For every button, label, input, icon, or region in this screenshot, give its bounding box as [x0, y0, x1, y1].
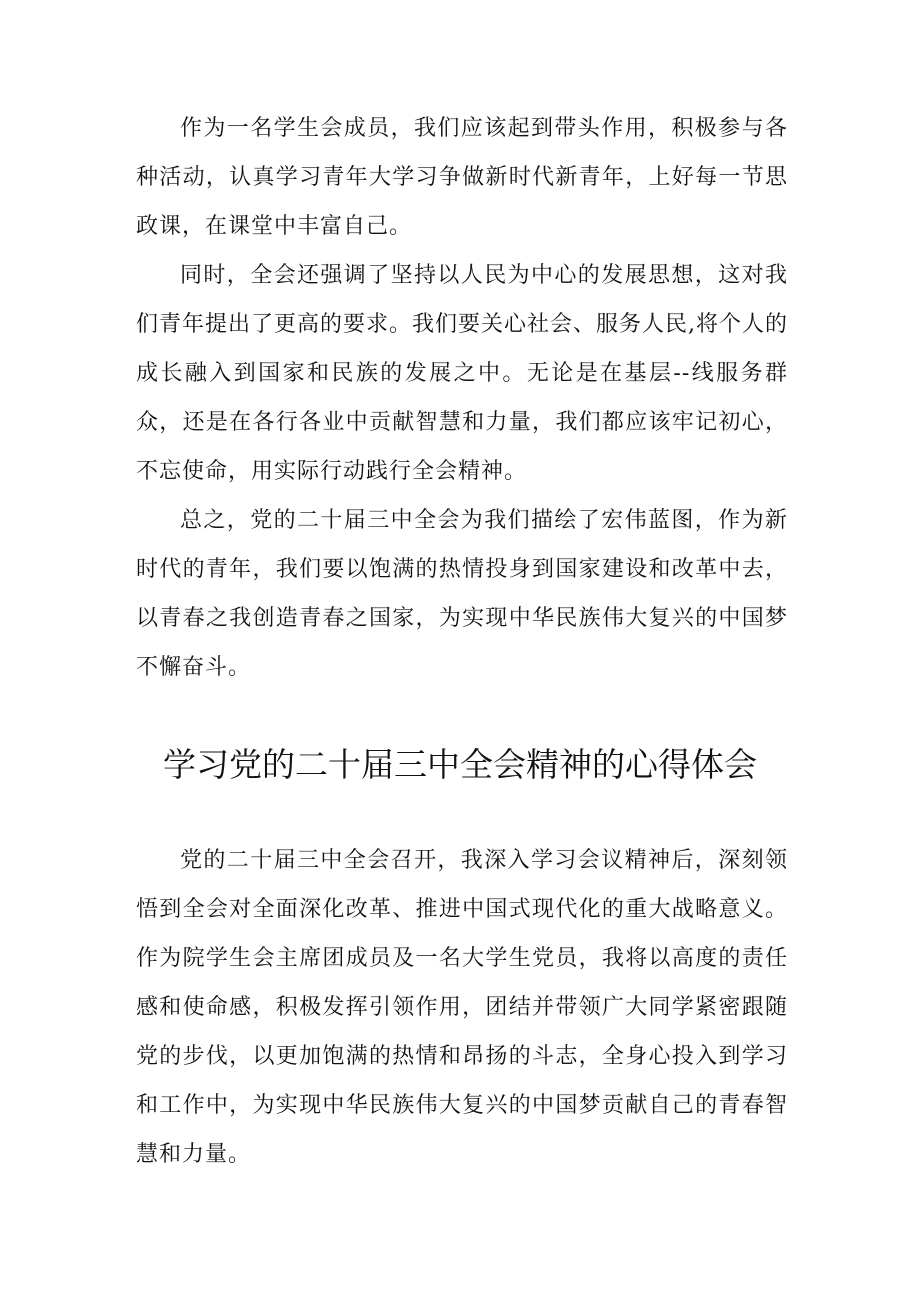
paragraph: 同时，全会还强调了坚持以人民为中心的发展思想，这对我们青年提出了更高的要求。我们要关心社会、服务人民,将个人的成长融入到国家和民族的发展之中。无论是在基层--线服务群众，还是在各行各业中贡献智慧和力量，我们都应该牢记初心，不忘使命，用实际行动践行全会精神。: [136, 263, 788, 484]
paragraph: 党的二十届三中全会召开，我深入学习会议精神后，深刻领悟到全会对全面深化改革、推进中国式现代化的重大战略意义。作为院学生会主席团成员及一名大学生党员，我将以高度的责任感和使命感，积极发挥引领作用，团结并带领广大同学紧密跟随党的步伐，以更加饱满的热情和昂扬的斗志，全身心投入到学习和工作中，为实现中华民族伟大复兴的中国梦贡献自己的青春智慧和力量。: [136, 848, 788, 1167]
section-essay-body: [136, 836, 788, 1179]
essay-title: 学习党的二十届三中全会精神的心得体会: [163, 745, 757, 784]
paragraph: 作为一名学生会成员，我们应该起到带头作用，积极参与各种活动，认真学习青年大学习争做新时代新青年，上好每一节思政课，在课堂中丰富自己。: [136, 116, 788, 239]
paragraph: 总之，党的二十届三中全会为我们描绘了宏伟蓝图，作为新时代的青年，我们要以饱满的热情投身到国家建设和改革中去，以青春之我创造青春之国家，为实现中华民族伟大复兴的中国梦不懈奋斗。: [136, 508, 788, 680]
section-previous-essay-ending: [136, 104, 788, 692]
